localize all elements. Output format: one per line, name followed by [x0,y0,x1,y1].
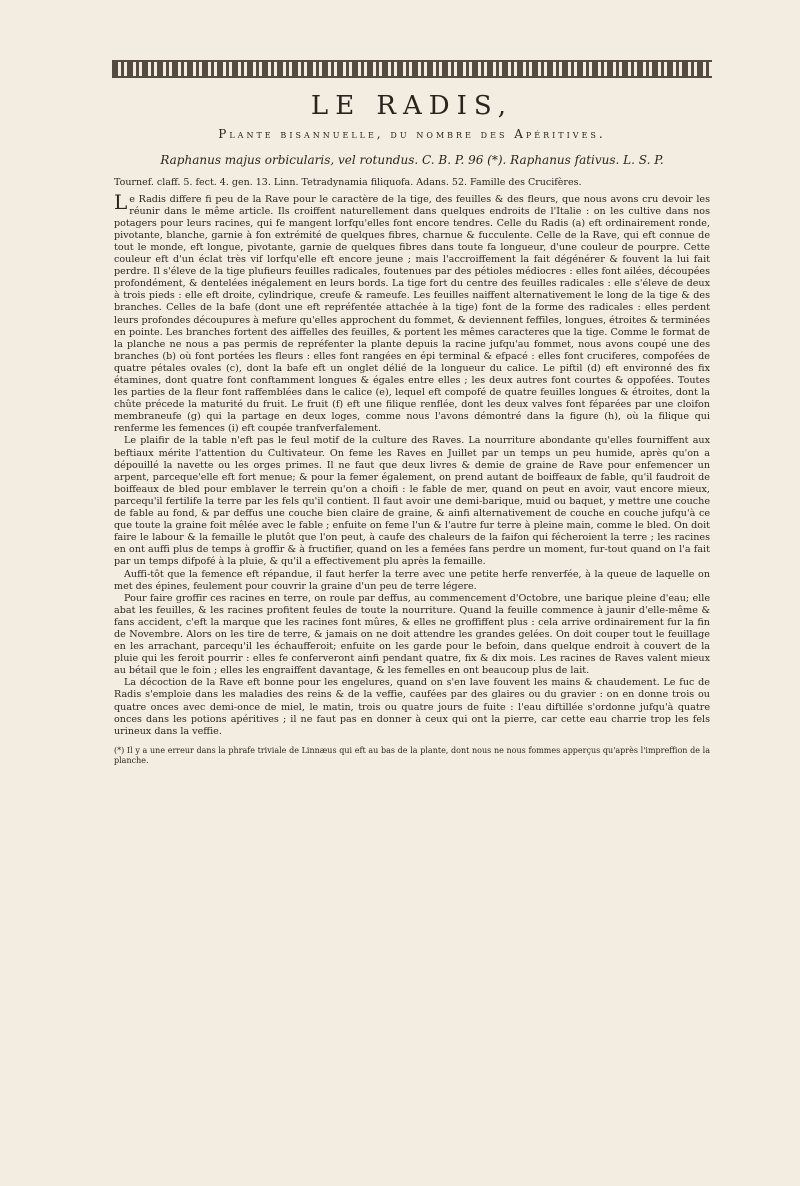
page-subtitle: Plante bisannuelle, du nombre des Apéritives. [218,126,606,141]
paragraph-harvest: Pour faire groffir ces racines en terre, on roule par deffus, au commencement d'Octobre, une barique pleine d'eau; elle abat les feuilles, & les racines profitent feules de toute la nourriture. Quand la feuille commence à jaunir d'elle-même & fans accident, c'eft la marque que les racines font mûres, & elles ne groffiffent plus : cela arrive ordinairement fur la fin de Novembre. Alors on les tire de terre, & jamais on ne doit attendre les grandes gelées. On doit couper tout le feuillage en les arrachant, parcequ'il les échaufferoit; enfuite on les garde pour le befoin, dans quelque endroit à couvert de la pluie qui les feroit pourrir : elles fe conferveront ainfi pendant quatre, fix & dix mois. Les racines de Raves valent mieux au bétail que le foin ; elles les engraiffent davantage, & les femelles en ont beaucoup plus de lait. [114,592,710,677]
paragraph-medicinal: La décoction de la Rave eft bonne pour les engelures, quand on s'en lave fouvent les mains & chaudement. Le fuc de Radis s'emploie dans les maladies des reins & de la veffie, caufées par des glaires ou du gravier : on en donne trois ou quatre onces avec demi-once de miel, le matin, trois ou quatre jours de fuite : l'eau diftillée s'ordonne jufqu'à quatre onces dans les potions apéritives ; il ne faut pas en donner à ceux qui ont la pierre, car cette eau charrie trop les fels urineux dans la veffie. [114,677,710,737]
text-block [114,60,710,766]
classification-references: Tournef. claff. 5. fect. 4. gen. 13. Linn. Tetradynamia filiquofa. Adans. 52. Famille des Crucifères. [114,176,582,188]
latin-names: Raphanus majus orbicularis, vel rotundus. C. B. P. 96 (*). Raphanus fativus. L. S. P. [160,152,664,167]
paragraph-harrowing: Auffi-tôt que la femence eft répandue, il faut herfer la terre avec une petite herfe renverfée, à la queue de laquelle on met des épines, feulement pour couvrir la graine d'un peu de terre légere. [114,568,710,592]
paragraph-cultivation: Le plaifir de la table n'eft pas le feul motif de la culture des Raves. La nourriture abondante qu'elles fourniffent aux beftiaux mérite l'attention du Cultivateur. On feme les Raves en Juillet par un temps un peu humide, après qu'on a dépouillé la navette ou les orges primes. Il ne faut que deux livres & demie de graine de Rave pour enfemencer un arpent, parceque'elle eft fort menue; & pour la femer également, on prend autant de boiffeaux de fable, qu'il faudroit de boiffeaux de bled pour emblaver le terrein qu'on a choifi : le fable de mer, quand on peut en avoir, vaut encore mieux, parcequ'il fertilife la terre par les fels qu'il contient. Il faut avoir une demi-barique, muid ou baquet, y mettre une couche de fable au fond, & par deffus une couche bien claire de graine, & ainfi alternativement de couche en couche jufqu'à ce que toute la graine foit mêlée avec le fable ; enfuite on feme l'un & l'autre fur terre à pleine main, comme le bled. On doit faire le labour & la femaille le plutôt que l'on peut, à caufe des chaleurs de la faifon qui fécheroient la terre ; les racines en ont auffi plus de temps à groffir & à fructifier, quand on les a femées fans perdre un moment, fur-tout quand on l'a fait par un temps difpofé à la pluie, & qu'il a effectivement plu après la femaille. [114,435,710,568]
page-title: LE RADIS, [310,91,514,121]
paragraph-description: Le Radis differe fi peu de la Rave pour le caractère de la tige, des feuilles & des fleurs, que nous avons cru devoir les réunir dans le même article. Ils croiffent naturellement dans quelques endroits de l'Italie : on les cultive dans nos potagers pour leurs racines, qui fe mangent lorfqu'elles font encore tendres. Celle du Radis (a) eft ordinairement ronde, pivotante, blanche, garnie à fon extrémité de quelques fibres, charnue & fucculente. Celle de la Rave, qui eft connue de tout le monde, eft longue, pivotante, garnie de quelques fibres dans toute fa longueur, d'une couleur de pourpre. Cette couleur eft d'un éclat très vif lorfqu'elle eft encore jeune ; mais l'accroiffement la fait dégénérer & fouvent la lui fait perdre. Il s'éleve de la tige plufieurs feuilles radicales, foutenues par des pétioles médiocres : elles font ailées, découpées profondément, & dentelées inégalement en leurs bords. La tige fort du centre des feuilles radicales : elle s'éleve de deux à trois pieds : elle eft droite, cylindrique, creufe & rameufe. Les feuilles naiffent alternativement le long de la tige & des branches. Celles de la bafe (dont une eft repréfentée attachée à la tige) font de la forme des radicales : elles perdent leurs profondes découpures à mefure qu'elles approchent du fommet, & deviennent feffiles, longues, étroites & terminées en pointe. Les branches fortent des aiffelles des feuilles, & portent les mêmes caracteres que la tige. Comme le format de la planche ne nous a pas permis de repréfenter la plante depuis la racine jufqu'au fommet, nous avons coupé une des branches (b) où font portées les fleurs : elles font rangées en épi terminal & efpacé : elles font cruciferes, compofées de quatre pétales ovales (c), dont la bafe eft un onglet délié de la longueur du calice. Le piftil (d) eft environné des fix étamines, dont quatre font conftamment longues & égales entre elles ; les deux autres font courtes & oppofées. Toutes les parties de la fleur font raffemblées dans le calice (e), lequel eft compofé de quatre feuilles longues & étroites, dont la chûte précede la maturité du fruit. Le fruit (f) eft une filique renflée, dont les deux valves font féparées par une cloifon membraneufe (g) qui la partage en deux loges, comme nous l'avons démontré dans la figure (h), où la filique qui renferme les femences (i) eft coupée tranfverfalement. [114,189,710,435]
header-ornament [112,60,712,78]
footnote: (*) Il y a une erreur dans la phrafe triviale de Linnæus qui eft au bas de la plante, dont nous ne nous fommes apperçus qu'après l'impreffion de la planche. [114,745,710,765]
